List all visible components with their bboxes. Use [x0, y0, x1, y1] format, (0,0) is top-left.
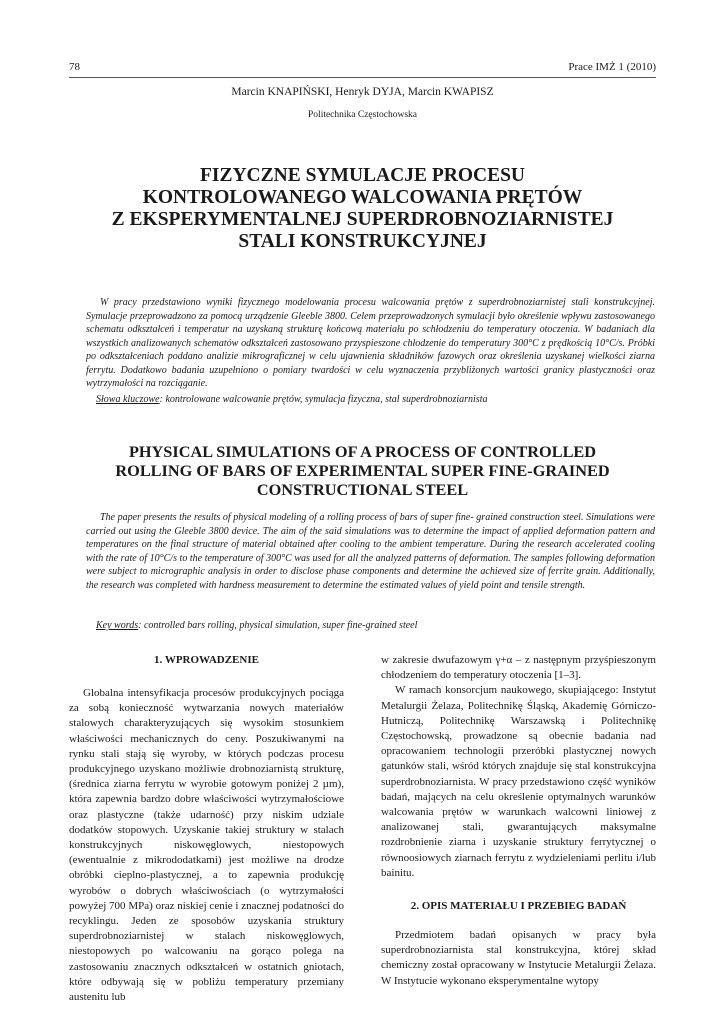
- title-polish-line: FIZYCZNE SYMULACJE PROCESU: [199, 165, 526, 186]
- title-polish: [60, 165, 665, 253]
- section-2-paragraph: Przedmiotem badań opisanych w pracy była superdrobnoziarnista stal konstrukcyjna, której skład chemiczny został opracowany w Instytucie Metalurgii Żelaza. W Instytucie wykonano eksperymentalne wytopy: [381, 929, 656, 987]
- title-english-line: ROLLING OF BARS OF EXPERIMENTAL SUPER FINE-GRAINED: [115, 461, 610, 480]
- abstract-polish: W pracy przedstawiono wyniki fizycznego modelowania procesu walcowania prętów z superdrobnoziarnistej stali konstrukcyjnej. Symulacje przeprowadzono za pomocą urządzenie Gleeble 3800. Celem przeprowadzonych symulacji było określenie wpływu zastosowanego schematu odkształceń i temperatur na uzyskaną strukturę końcową materiału po schłodzeniu do temperatury otoczenia. W badaniach dla wszystkich analizowanych schematów odkształceń zastosowano przyspieszone chłodzenie do temperatury 300°C z prędkością 10°C/s. Próbki po odkształceniach poddano analizie mikrograficznej w celu ujawnienia składników fazowych oraz określenia uzyskanej wielkości ziarna ferrytu. Dodatkowo badania uzupełniono o pomiary twardości w celu wyznaczenia przybliżonych wartości granicy plastyczności oraz wytrzymałości na rozciąganie.: [86, 297, 655, 389]
- section-1-paragraph: Globalna intensyfikacja procesów produkcyjnych pociąga za sobą konieczność wytwarzania nowych materiałów stalowych charakteryzujących się wysokim stosunkiem właściwości mechanicznych do ceny. Poszukiwanymi na rynku stali stają się wyroby, w których podczas procesu produkcyjnego uzyskano możliwie drobnoziarnistą strukturę, (średnica ziarna ferrytu w wyrobie gotowym poniżej 2 µm), która zapewnia bardzo dobre właściwości wytrzymałościowe oraz plastyczne (także udarność) przy niskim udziale dodatków stopowych. Uzyskanie takiej struktury w stalach konstrukcyjnych niskowęglowych, niestopowych (ewentualnie z mikrododatkami) jest możliwe na drodze obróbki cieplno-plastycznej, a to zapewnia produkcję wyrobów o dobrych właściwościach (o wytrzymałości powyżej 700 MPa) oraz niskiej cenie i znacznej podatności do recyklingu. Jeden ze sposobów uzyskania struktury superdrobnoziarnistej w stalach niskowęglowych, niestopowych po walcowaniu na gorąco polega na zastosowaniu znacznych odkształceń w ostatnich gniotach, które odbywają się w pobliżu temperatury przemiany austenitu lub: [69, 687, 344, 1004]
- keywords-polish-text: : kontrolowane walcowanie prętów, symulacja fizyczna, stal superdrobnoziarnista: [159, 394, 488, 405]
- affiliation: Politechnika Częstochowska: [308, 110, 417, 120]
- title-polish-line: KONTROLOWANEGO WALCOWANIA PRĘTÓW: [142, 187, 583, 208]
- title-english-line: PHYSICAL SIMULATIONS OF A PROCESS OF CONTROLLED: [128, 442, 597, 461]
- section-1-heading: 1. WPROWADZENIE: [154, 654, 259, 666]
- keywords-english-text: : controlled bars rolling, physical simulation, super fine-grained steel: [138, 620, 418, 631]
- column-left: [69, 653, 344, 1005]
- page-number: 78: [69, 61, 80, 73]
- title-english-line: CONSTRUCTIONAL STEEL: [256, 480, 469, 499]
- keywords-polish-label: Słowa kluczowe: [96, 394, 160, 405]
- abstract-english: The paper presents the results of physical modeling of a rolling process of bars of super fine- grained construction steel. Simulations were carried out using the Gleeble 3800 device. The aim of the said simulations was to determine the impact of applied deformation pattern and temperatures on the final structure of material obtained after cooling to the ambient temperature. During the research accelerated cooling with the rate of 10°C/s to the temperature of 300°C was used for all the analyzed patterns of deformation. The samples following deformation were subject to micrographic analysis in order to disclose phase components and determine the achieved size of ferrite grain. Additionally, the research was completed with hardness measurement to determine the estimated values of yield point and tensile strength.: [86, 512, 655, 591]
- journal-reference: Prace IMŻ 1 (2010): [568, 61, 656, 73]
- column-right: [381, 653, 656, 989]
- section-1-paragraph-continued: w zakresie dwufazowym γ+α – z następnym przyśpieszonym chłodzeniem do temperatury otoczenia [1–3].: [381, 654, 656, 682]
- title-polish-line: STALI KONSTRUKCYJNEJ: [238, 231, 487, 252]
- section-1-paragraph: W ramach konsorcjum naukowego, skupiającego: Instytut Metalurgii Żelaza, Politechnikę Śląską, Akademię Górniczo-Hutniczą, Politechnikę Warszawską i Politechnikę Częstochowską, prowadzone są obecnie badania nad opracowaniem technologii przeróbki plastycznej nowych gatunków stali, wśród których znajduje się stal konstrukcyjna superdrobnoziarnista. W pracy przedstawiono część wyników badań, mających na celu określenie optymalnych warunków walcowania prętów w warunkach walcowni liniowej z analizowanej stali, gwarantujących maksymalne rozdrobnienie ziarna i uzyskanie struktury ferrytycznej o równoosiowych ziarnach ferrytu z wydzieleniami perlitu i/lub bainitu.: [381, 684, 656, 879]
- keywords-english: [96, 620, 655, 631]
- title-polish-line: Z EKSPERYMENTALNEJ SUPERDROBNOZIARNISTEJ: [111, 209, 614, 230]
- running-header: [69, 61, 656, 78]
- section-2-heading: 2. OPIS MATERIAŁU I PRZEBIEG BADAŃ: [410, 900, 627, 913]
- title-english: [60, 442, 665, 499]
- keywords-polish: [96, 394, 655, 405]
- keywords-english-label: Key words: [96, 620, 139, 631]
- authors: Marcin KNAPIŃSKI, Henryk DYJA, Marcin KWAPISZ: [231, 86, 494, 98]
